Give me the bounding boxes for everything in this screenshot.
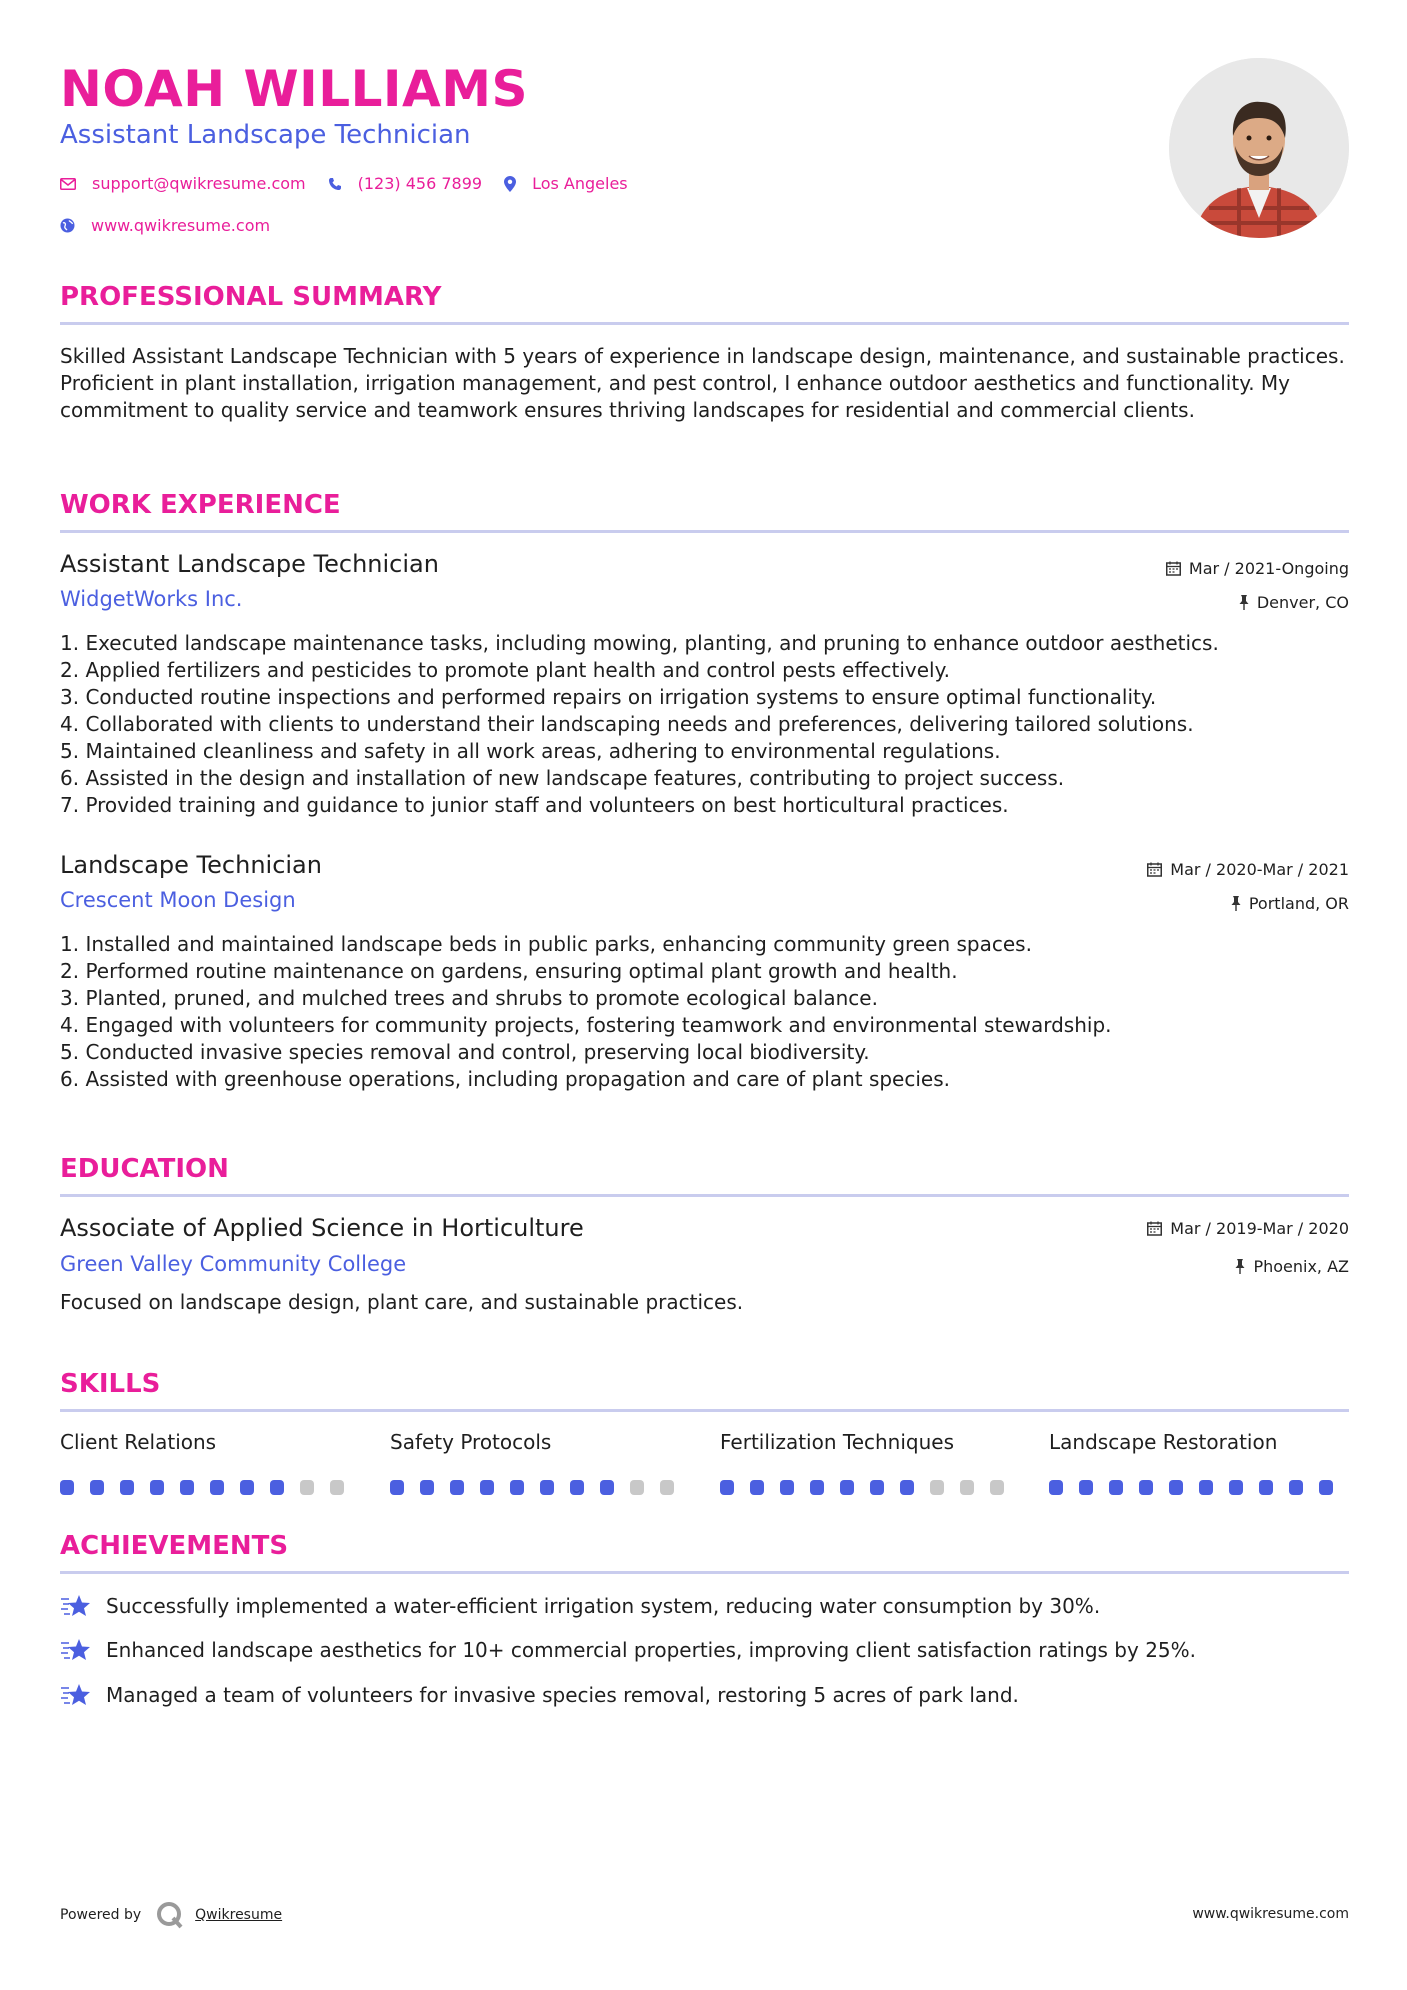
- company-name: Crescent Moon Design: [60, 888, 296, 912]
- skill-dot-filled: [1289, 1480, 1303, 1495]
- skill-dot-empty: [990, 1480, 1004, 1495]
- skill-dot-filled: [720, 1480, 734, 1495]
- star-icon: [60, 1637, 92, 1663]
- skill-dot-filled: [900, 1480, 914, 1495]
- company-name: WidgetWorks Inc.: [60, 587, 243, 611]
- skill-rating: [390, 1480, 690, 1495]
- skill-dot-filled: [240, 1480, 254, 1495]
- skill-name: Fertilization Techniques: [720, 1430, 954, 1454]
- experience-divider: [60, 530, 1349, 533]
- pushpin-icon: [1239, 595, 1249, 610]
- footer-website[interactable]: www.qwikresume.com: [1192, 1906, 1349, 1922]
- skill-dot-filled: [390, 1480, 404, 1495]
- education-location: Phoenix, AZ: [1235, 1257, 1349, 1276]
- job-bullets: [60, 931, 1349, 1093]
- skill-dot-filled: [540, 1480, 554, 1495]
- skill-rating: [60, 1480, 360, 1495]
- achievement-item: Managed a team of volunteers for invasive species removal, restoring 5 acres of park land.: [60, 1682, 1019, 1708]
- summary-heading: PROFESSIONAL SUMMARY: [60, 282, 442, 312]
- phone-icon: [328, 177, 342, 191]
- skill-dot-filled: [870, 1480, 884, 1495]
- skill-dot-filled: [750, 1480, 764, 1495]
- job-location: Denver, CO: [1239, 593, 1349, 612]
- powered-by-label: Powered by: [60, 1907, 142, 1923]
- skill-dot-empty: [300, 1480, 314, 1495]
- contact-location: [504, 174, 628, 193]
- job-dates: Mar / 2021-Ongoing: [1166, 559, 1349, 578]
- list-item: 7. Provided training and guidance to junior staff and volunteers on best horticultural practices.: [60, 793, 1009, 817]
- skill-dot-filled: [90, 1480, 104, 1495]
- education-dates: Mar / 2019-Mar / 2020: [1147, 1219, 1349, 1238]
- resume-page: [60, 0, 1349, 1990]
- star-icon: [60, 1682, 92, 1708]
- contact-row-website: [60, 216, 292, 235]
- skill-dot-filled: [1079, 1480, 1093, 1495]
- skill-item: [1049, 1430, 1349, 1495]
- skill-dot-filled: [60, 1480, 74, 1495]
- calendar-icon: [1166, 561, 1181, 576]
- star-icon: [60, 1593, 92, 1619]
- skill-name: Landscape Restoration: [1049, 1430, 1278, 1454]
- qwikresume-link[interactable]: Qwikresume: [195, 1907, 283, 1923]
- skill-rating: [720, 1480, 1020, 1495]
- education-divider: [60, 1194, 1349, 1197]
- footer-powered-by: [60, 1900, 282, 1930]
- list-item: 1. Installed and maintained landscape beds in public parks, enhancing community green spaces.: [60, 932, 1032, 956]
- skill-name: Safety Protocols: [390, 1430, 552, 1454]
- experience-heading: WORK EXPERIENCE: [60, 490, 341, 520]
- skill-dot-filled: [120, 1480, 134, 1495]
- skill-dot-filled: [450, 1480, 464, 1495]
- map-pin-icon: [504, 176, 516, 192]
- skill-dot-filled: [570, 1480, 584, 1495]
- skill-dot-filled: [270, 1480, 284, 1495]
- list-item: 5. Conducted invasive species removal and control, preserving local biodiversity.: [60, 1040, 870, 1064]
- school-name: Green Valley Community College: [60, 1252, 407, 1276]
- job-title: Landscape Technician: [60, 851, 322, 879]
- skill-dot-filled: [1229, 1480, 1243, 1495]
- skill-dot-filled: [420, 1480, 434, 1495]
- skill-dot-filled: [1169, 1480, 1183, 1495]
- education-heading: EDUCATION: [60, 1154, 229, 1184]
- list-item: 4. Collaborated with clients to understand their landscaping needs and preferences, delivering tailored solutions.: [60, 712, 1194, 736]
- summary-divider: [60, 322, 1349, 325]
- job-title: Assistant Landscape Technician: [60, 550, 439, 578]
- skill-dot-filled: [600, 1480, 614, 1495]
- list-item: 1. Executed landscape maintenance tasks, including mowing, planting, and pruning to enhance outdoor aesthetics.: [60, 631, 1219, 655]
- calendar-icon: [1147, 1221, 1162, 1236]
- skill-item: [390, 1430, 690, 1495]
- location-text: Los Angeles: [532, 174, 628, 193]
- skill-dot-empty: [960, 1480, 974, 1495]
- email-text: support@qwikresume.com: [92, 174, 306, 193]
- list-item: 6. Assisted in the design and installation of new landscape features, contributing to project success.: [60, 766, 1065, 790]
- globe-icon: [60, 218, 75, 233]
- phone-text: (123) 456 7899: [357, 174, 483, 193]
- education-description: Focused on landscape design, plant care, and sustainable practices.: [60, 1290, 744, 1314]
- list-item: 4. Engaged with volunteers for community projects, fostering teamwork and environmental stewardship.: [60, 1013, 1112, 1037]
- skill-dot-empty: [660, 1480, 674, 1495]
- skill-dot-filled: [780, 1480, 794, 1495]
- contact-website[interactable]: [60, 216, 270, 235]
- list-item: 6. Assisted with greenhouse operations, including propagation and care of plant species.: [60, 1067, 950, 1091]
- candidate-name: NOAH WILLIAMS: [60, 60, 528, 118]
- qwikresume-logo-icon: [155, 1900, 185, 1930]
- skill-dot-filled: [210, 1480, 224, 1495]
- person-illustration: [1169, 58, 1349, 238]
- contact-phone[interactable]: [328, 174, 482, 193]
- skill-dot-filled: [1049, 1480, 1063, 1495]
- skill-dot-filled: [1109, 1480, 1123, 1495]
- profile-photo: [1169, 58, 1349, 238]
- job-bullets: [60, 630, 1349, 819]
- list-item: 3. Planted, pruned, and mulched trees and shrubs to promote ecological balance.: [60, 986, 878, 1010]
- pushpin-icon: [1231, 896, 1241, 911]
- list-item: 3. Conducted routine inspections and performed repairs on irrigation systems to ensure optimal functionality.: [60, 685, 1157, 709]
- contact-row: [60, 174, 650, 193]
- achievement-item: Successfully implemented a water-efficient irrigation system, reducing water consumption by 30%.: [60, 1593, 1100, 1619]
- achievements-heading: ACHIEVEMENTS: [60, 1531, 289, 1561]
- website-text: www.qwikresume.com: [91, 216, 271, 235]
- summary-text: Skilled Assistant Landscape Technician with 5 years of experience in landscape design, maintenance, and sustainable practices. Proficient in plant installation, irrigation management, and pest control, I enhance outdoor aesthetics and functionality. My commitment to quality service and teamwork ensures thriving landscapes for residential and commercial clients.: [60, 344, 1345, 422]
- skill-dot-filled: [810, 1480, 824, 1495]
- skill-dot-filled: [840, 1480, 854, 1495]
- calendar-icon: [1147, 862, 1162, 877]
- skill-dot-empty: [930, 1480, 944, 1495]
- list-item: 2. Applied fertilizers and pesticides to promote plant health and control pests effectively.: [60, 658, 950, 682]
- candidate-title: Assistant Landscape Technician: [60, 120, 471, 150]
- skill-dot-filled: [1319, 1480, 1333, 1495]
- skill-dot-filled: [480, 1480, 494, 1495]
- list-item: 5. Maintained cleanliness and safety in all work areas, adhering to environmental regulations.: [60, 739, 1001, 763]
- skill-dot-filled: [1139, 1480, 1153, 1495]
- contact-email[interactable]: [60, 174, 306, 193]
- job-dates: Mar / 2020-Mar / 2021: [1147, 860, 1349, 879]
- job-location: Portland, OR: [1231, 894, 1349, 913]
- skill-dot-empty: [330, 1480, 344, 1495]
- skill-rating: [1049, 1480, 1349, 1495]
- skill-name: Client Relations: [60, 1430, 217, 1454]
- envelope-icon: [60, 178, 76, 190]
- skills-divider: [60, 1409, 1349, 1412]
- skill-dot-empty: [630, 1480, 644, 1495]
- skill-item: [720, 1430, 1020, 1495]
- achievements-divider: [60, 1571, 1349, 1574]
- skill-dot-filled: [1259, 1480, 1273, 1495]
- list-item: 2. Performed routine maintenance on gardens, ensuring optimal plant growth and health.: [60, 959, 958, 983]
- skills-heading: SKILLS: [60, 1369, 161, 1399]
- skill-dot-filled: [180, 1480, 194, 1495]
- pushpin-icon: [1235, 1259, 1245, 1274]
- skill-dot-filled: [150, 1480, 164, 1495]
- degree-title: Associate of Applied Science in Horticulture: [60, 1214, 584, 1242]
- skill-item: [60, 1430, 360, 1495]
- achievement-item: Enhanced landscape aesthetics for 10+ commercial properties, improving client satisfaction ratings by 25%.: [60, 1637, 1196, 1663]
- skill-dot-filled: [510, 1480, 524, 1495]
- skill-dot-filled: [1199, 1480, 1213, 1495]
